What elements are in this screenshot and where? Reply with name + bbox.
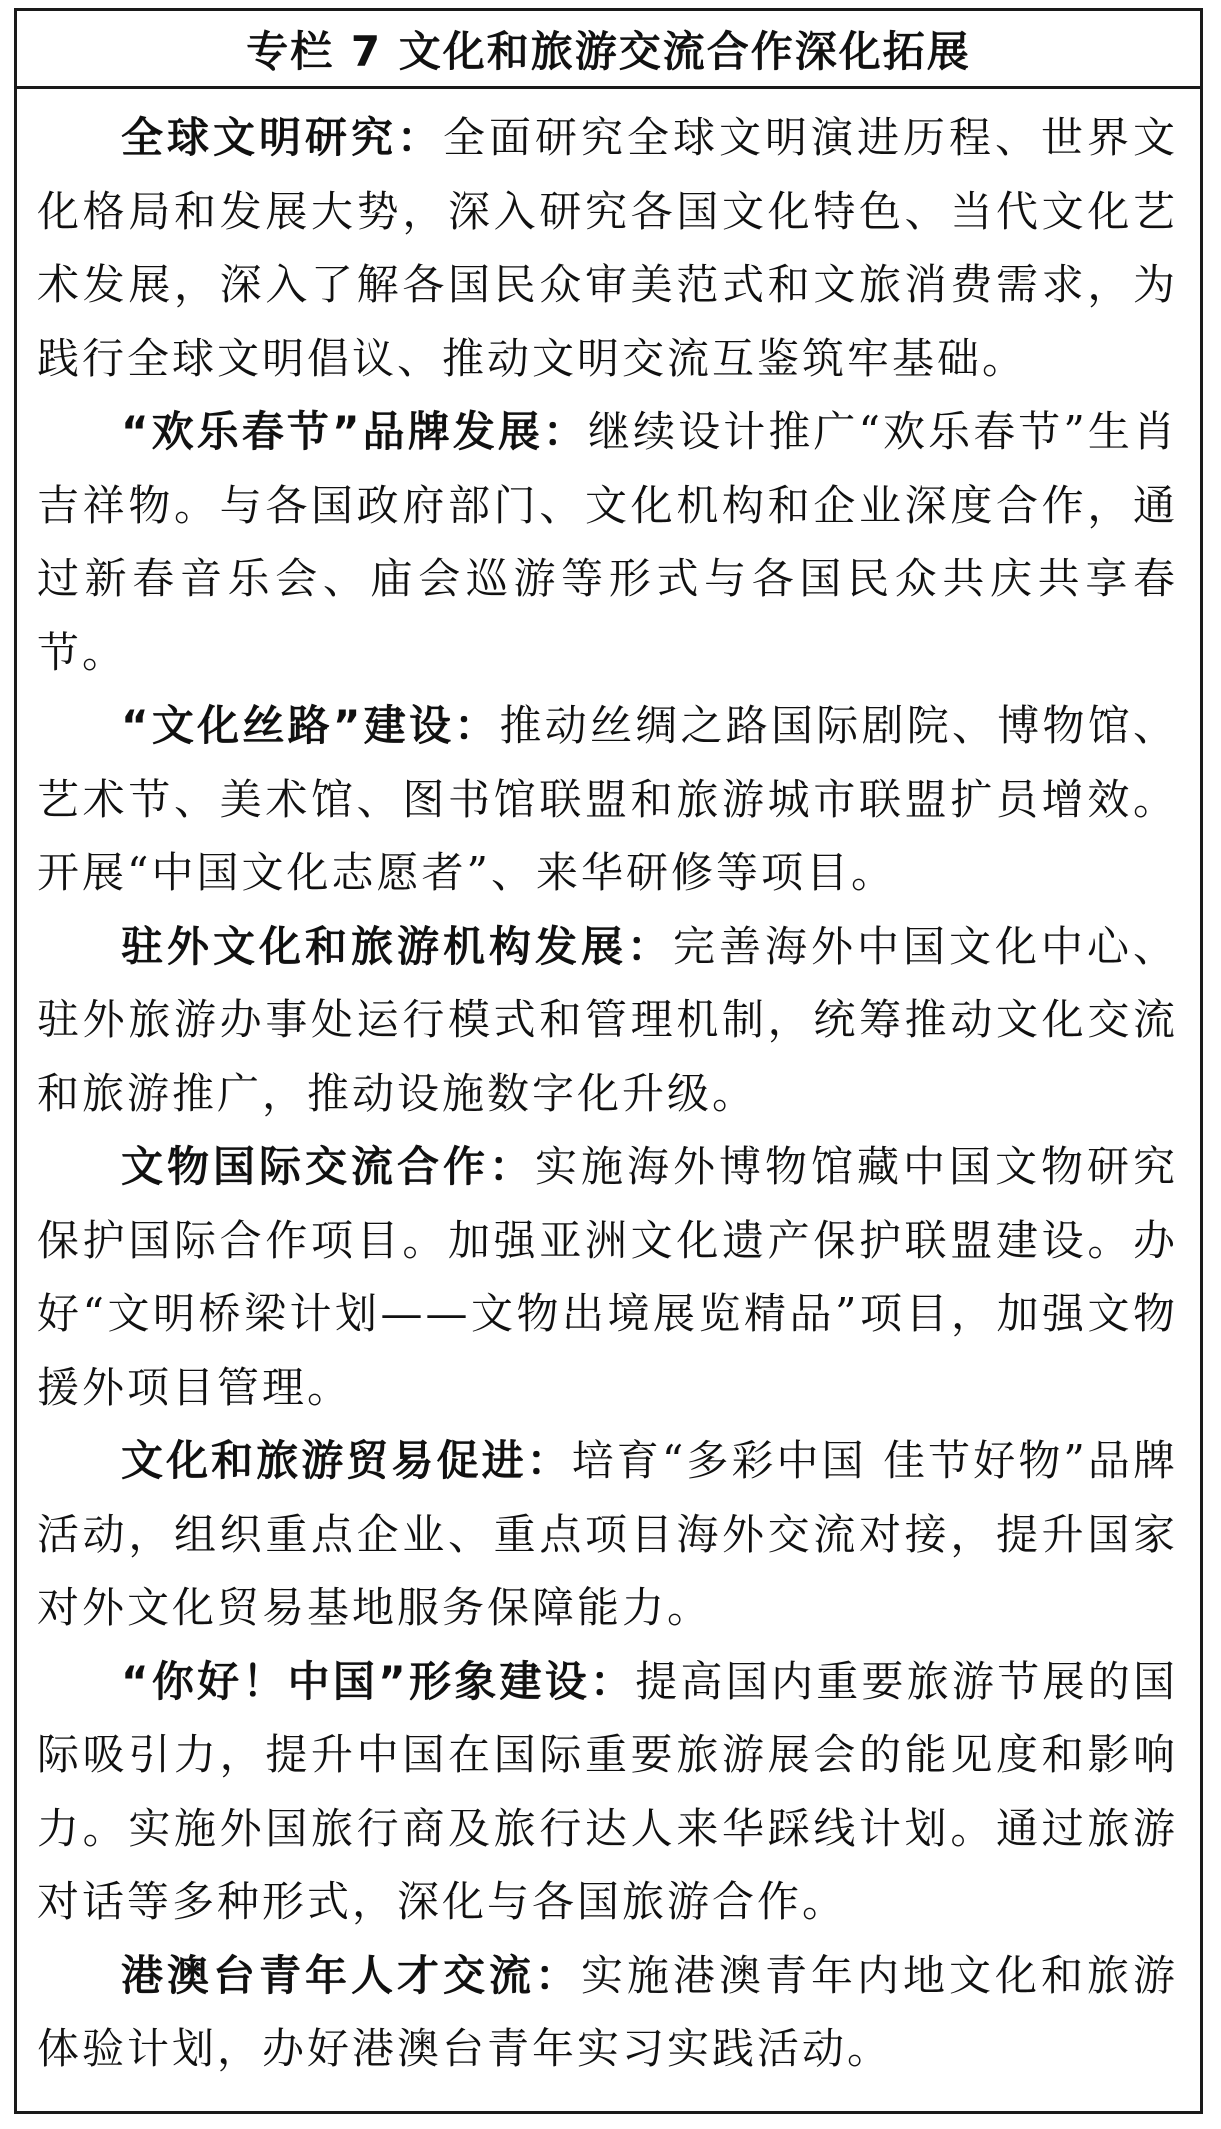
item-title: 文化和旅游贸易促进： [121,1436,572,1485]
item-title: 全球文明研究： [121,113,443,162]
item-title: “欢乐春节”品牌发展： [121,407,589,456]
item-title: 文物国际交流合作： [121,1142,535,1191]
item-title: 驻外文化和旅游机构发展： [121,921,673,971]
item-text: 提高国内重要旅游节展的国际吸引力，提升中国在国际重要旅游展会的能见度和影响力。实施外国旅行商及旅行达人来华踩线计划。通过旅游对话等多种形式，深化与各国旅游合作。 [37,1656,1178,1926]
column-title: 专栏 7 文化和旅游交流合作深化拓展 [17,11,1200,89]
item-text: 实施港澳青年内地文化和旅游体验计划，办好港澳台青年实习实践活动。 [37,1950,1178,2073]
item-title: 港澳台青年人才交流： [121,1950,581,2000]
item-title: “你好！中国”形象建设： [121,1656,636,1706]
item-trade-promotion [37,1424,1178,1645]
item-nihao-china-image [37,1645,1178,1939]
item-hk-macao-taiwan-youth [37,1939,1178,2086]
item-happy-spring-festival [37,395,1178,689]
item-text: 培育“多彩中国 佳节好物”品牌活动，组织重点企业、重点项目海外交流对接，提升国家对外文化贸易基地服务保障能力。 [37,1436,1178,1632]
item-text: 推动丝绸之路国际剧院、博物馆、艺术节、美术馆、图书馆联盟和旅游城市联盟扩员增效。开展“中国文化志愿者”、来华研修等项目。 [37,701,1178,897]
item-text: 全面研究全球文明演进历程、世界文化格局和发展大势，深入研究各国文化特色、当代文化艺术发展，深入了解各国民众审美范式和文旅消费需求，为践行全球文明倡议、推动文明交流互鉴筑牢基础。 [37,113,1178,383]
column-body [17,89,1200,2086]
item-cultural-relics-exchange [37,1130,1178,1424]
item-text: 实施海外博物馆藏中国文物研究保护国际合作项目。加强亚洲文化遗产保护联盟建设。办好“文明桥梁计划——文物出境展览精品”项目，加强文物援外项目管理。 [37,1142,1178,1412]
item-overseas-institutions [37,910,1178,1131]
column-box [14,8,1203,2114]
item-text: 完善海外中国文化中心、驻外旅游办事处运行模式和管理机制，统筹推动文化交流和旅游推广，推动设施数字化升级。 [37,921,1178,1118]
item-global-civilization-research [37,101,1178,395]
item-text: 继续设计推广“欢乐春节”生肖吉祥物。与各国政府部门、文化机构和企业深度合作，通过新春音乐会、庙会巡游等形式与各国民众共庆共享春节。 [37,407,1178,677]
item-title: “文化丝路”建设： [121,701,500,750]
item-cultural-silk-road [37,689,1178,910]
